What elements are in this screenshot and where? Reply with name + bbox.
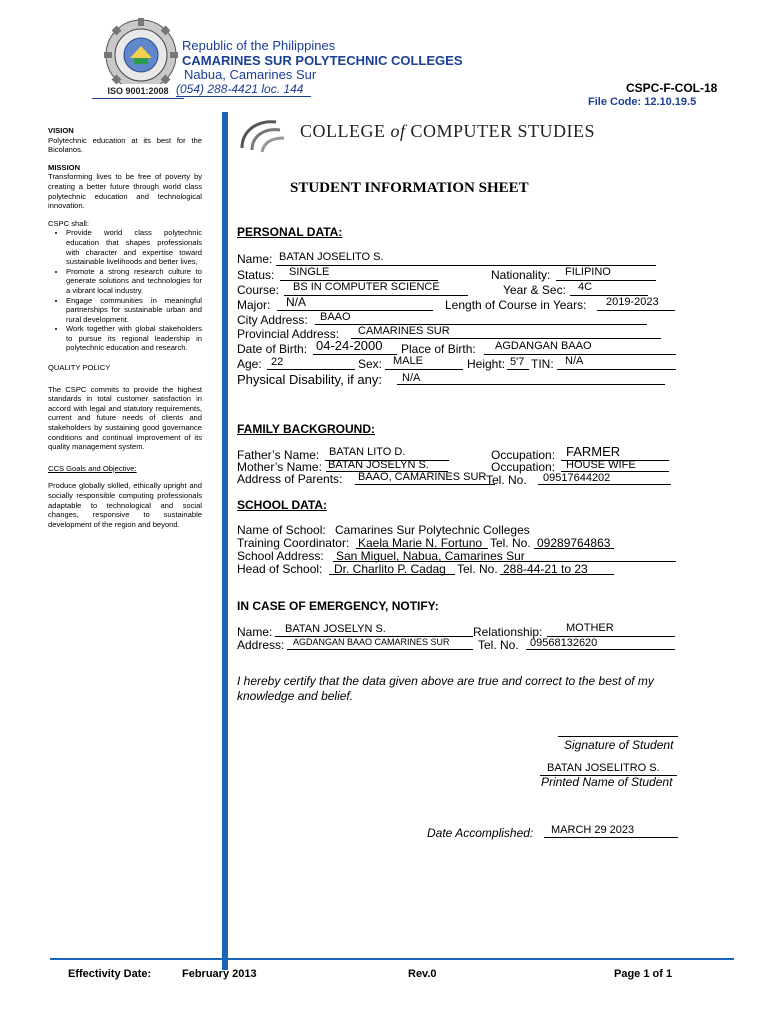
department-title-a: COLLEGE: [300, 121, 391, 141]
vision-text: Polytechnic education at its best for the Bicolanos.: [48, 135, 202, 155]
dob-line: [313, 354, 397, 355]
college-name: CAMARINES SUR POLYTECHNIC COLLEGES: [182, 53, 463, 68]
cspc-seal-logo: [104, 18, 178, 92]
accent-divider: [222, 112, 228, 970]
ccs-goals-text: Produce globally skilled, ethically upright and socially responsible computing professionals adaptable to technological and social changes, responsive to sustainable development of the region and beyond.: [48, 481, 202, 529]
date-accomplished-field[interactable]: MARCH 29 2023: [551, 824, 635, 836]
age-label: Age:: [237, 357, 262, 371]
printed-name-label: Printed Name of Student: [541, 775, 673, 789]
cspc-goals-list: [48, 228, 202, 353]
school-name-label: Name of School:: [237, 523, 326, 537]
dob-label: Date of Birth:: [237, 342, 308, 356]
parents-address-label: Address of Parents:: [237, 472, 343, 486]
mother-name-label: Mother’s Name:: [237, 460, 322, 474]
major-label: Major:: [237, 298, 271, 312]
college-location: Nabua, Camarines Sur: [184, 67, 317, 82]
footer-divider: [50, 958, 734, 960]
list-item: • Work together with global stakeholders to pursue its regional leadership in polytechnic education and research.: [66, 324, 202, 353]
tin-field[interactable]: N/A: [565, 355, 584, 367]
head-of-school-field[interactable]: Dr. Charlito P. Cadag: [334, 562, 446, 576]
pob-field[interactable]: AGDANGAN BAAO: [495, 340, 592, 352]
quality-policy-text: The CSPC commits to provide the highest standards in total customer satisfaction in accord with legal and statutory requirements, current and future needs of clients and stakeholders by sustaining good governance conditions and continual improvement of its quality management system.: [48, 384, 202, 452]
disability-label: Physical Disability, if any:: [237, 372, 382, 387]
ccs-goals-heading: CCS Goals and Objective:: [48, 463, 137, 473]
course-field[interactable]: BS IN COMPUTER SCIENCE: [293, 281, 440, 293]
date-accomplished-label: Date Accomplished:: [427, 826, 534, 840]
page-number: Page 1 of 1: [614, 968, 673, 980]
mother-name-field[interactable]: BATAN JOSELYN S.: [328, 459, 429, 471]
height-line: [507, 369, 529, 370]
coordinator-tel-field[interactable]: 09289764863: [537, 536, 611, 550]
name-field[interactable]: BATAN JOSELITO S.: [279, 251, 384, 263]
name-label: Name:: [237, 252, 273, 266]
relationship-field[interactable]: MOTHER: [566, 622, 614, 634]
age-field[interactable]: 22: [271, 356, 284, 368]
status-field[interactable]: SINGLE: [289, 266, 330, 278]
coordinator-label: Training Coordinator:: [237, 536, 350, 550]
sheet-title: STUDENT INFORMATION SHEET: [290, 180, 529, 196]
emergency-tel-field[interactable]: 09568132620: [530, 637, 598, 649]
father-name-field[interactable]: BATAN LITO D.: [329, 446, 406, 458]
parents-address-line: [355, 484, 495, 485]
pob-label: Place of Birth:: [401, 342, 476, 356]
iso-certification: ISO 9001:2008: [92, 84, 184, 99]
length-line: [597, 310, 675, 311]
ccs-logo-icon: [238, 116, 294, 156]
nationality-line: [556, 280, 656, 281]
personal-data-heading: PERSONAL DATA:: [237, 225, 343, 239]
department-title-of: of: [390, 121, 406, 141]
college-phone: (054) 288-4421 loc. 144: [176, 82, 311, 97]
date-accomplished-line: [544, 837, 678, 838]
emergency-address-field[interactable]: AGDANGAN BAAO CAMARINES SUR: [293, 637, 450, 647]
major-line: [277, 310, 433, 311]
sidebar: [48, 126, 202, 529]
height-field[interactable]: 5'7: [510, 356, 525, 368]
school-data-heading: SCHOOL DATA:: [237, 498, 327, 512]
sex-label: Sex:: [358, 357, 383, 371]
mother-occupation-label: Occupation:: [491, 460, 556, 474]
course-line: [284, 295, 468, 296]
year-sec-label: Year & Sec:: [503, 283, 566, 297]
emergency-address-label: Address:: [237, 638, 285, 652]
form-code: CSPC-F-COL-18: [626, 81, 718, 95]
emergency-heading: IN CASE OF EMERGENCY, NOTIFY:: [237, 599, 439, 613]
year-sec-field[interactable]: 4C: [578, 281, 593, 293]
emergency-address-line: [287, 649, 473, 650]
revision: Rev.0: [408, 968, 437, 980]
parents-tel-label: Tel. No.: [486, 473, 527, 487]
dob-field[interactable]: 04-24-2000: [316, 338, 383, 353]
length-field[interactable]: 2019-2023: [606, 296, 659, 308]
sex-field[interactable]: MALE: [393, 355, 423, 367]
effectivity-date: February 2013: [182, 968, 257, 980]
tin-line: [557, 369, 676, 370]
city-address-label: City Address:: [237, 313, 308, 327]
head-tel-label: Tel. No.: [457, 562, 498, 576]
signature-line[interactable]: [558, 736, 678, 737]
father-occupation-label: Occupation:: [491, 448, 556, 462]
relationship-label: Relationship:: [473, 625, 543, 639]
signature-label: Signature of Student: [564, 738, 674, 752]
emergency-tel-label: Tel. No.: [478, 638, 519, 652]
mother-occupation-field[interactable]: HOUSE WIFE: [566, 459, 636, 471]
length-label: Length of Course in Years:: [445, 298, 587, 312]
parents-address-field[interactable]: BAAO, CAMARINES SUR: [358, 471, 487, 483]
nationality-field[interactable]: FILIPINO: [565, 266, 611, 278]
major-field[interactable]: N/A: [286, 295, 307, 309]
age-line: [267, 369, 355, 370]
course-label: Course:: [237, 283, 280, 297]
coordinator-field[interactable]: Kaela Marie N. Fortuno: [358, 536, 483, 550]
provincial-address-line: [351, 338, 661, 339]
coordinator-tel-label: Tel. No.: [490, 536, 531, 550]
certification-text: I hereby certify that the data given above are true and correct to the best of my knowledge and belief.: [237, 674, 654, 703]
republic-line: Republic of the Philippines: [182, 38, 336, 53]
school-name-field[interactable]: Camarines Sur Polytechnic Colleges: [335, 523, 530, 537]
provincial-address-label: Provincial Address:: [237, 327, 340, 341]
department-title: [300, 121, 595, 142]
family-background-heading: FAMILY BACKGROUND:: [237, 422, 376, 436]
sex-line: [385, 369, 463, 370]
head-of-school-label: Head of School:: [237, 562, 323, 576]
vision-heading: VISION: [48, 126, 74, 135]
disability-line: [397, 384, 665, 385]
status-label: Status:: [237, 268, 275, 282]
emergency-name-field[interactable]: BATAN JOSELYN S.: [285, 623, 386, 635]
emergency-name-label: Name:: [237, 625, 273, 639]
nationality-label: Nationality:: [491, 268, 551, 282]
list-item: • Engage communities in meaningful partnerships for sustainable urban and rural development.: [66, 296, 202, 325]
school-address-label: School Address:: [237, 549, 324, 563]
mission-heading: MISSION: [48, 162, 81, 172]
emergency-tel-line: [526, 649, 675, 650]
height-label: Height:: [467, 357, 506, 371]
tin-label: TIN:: [531, 357, 554, 371]
city-address-field[interactable]: BAAO: [320, 311, 351, 323]
effectivity-label: Effectivity Date:: [68, 968, 152, 980]
cspc-shall-label: CSPC shall:: [48, 218, 89, 228]
list-item: • Provide world class polytechnic education that shapes professionals with character and expertise toward sustainable livelihoods and better lives,: [66, 228, 202, 266]
list-item: • Promote a strong research culture to generate solutions and technologies for a vibrant local industry.: [66, 267, 202, 296]
father-name-label: Father’s Name:: [237, 448, 320, 462]
provincial-address-field[interactable]: CAMARINES SUR: [358, 325, 450, 337]
quality-policy-heading: QUALITY POLICY: [48, 363, 111, 373]
file-code: File Code: 12.10.19.5: [588, 96, 697, 108]
mission-text: Transforming lives to be free of poverty by creating a better future through world class polytechnic education and technological innovation.: [48, 172, 202, 211]
printed-name-field[interactable]: BATAN JOSELITRO S.: [547, 762, 660, 774]
department-title-b: COMPUTER STUDIES: [405, 121, 596, 141]
father-occupation-field[interactable]: FARMER: [566, 444, 621, 459]
head-tel-field[interactable]: 288-44-21 to 23: [503, 562, 588, 576]
disability-field[interactable]: N/A: [402, 372, 421, 384]
parents-tel-field[interactable]: 09517644202: [543, 472, 611, 484]
school-address-field[interactable]: San Miguel, Nabua, Camarines Sur: [336, 549, 525, 563]
parents-tel-line: [538, 484, 671, 485]
